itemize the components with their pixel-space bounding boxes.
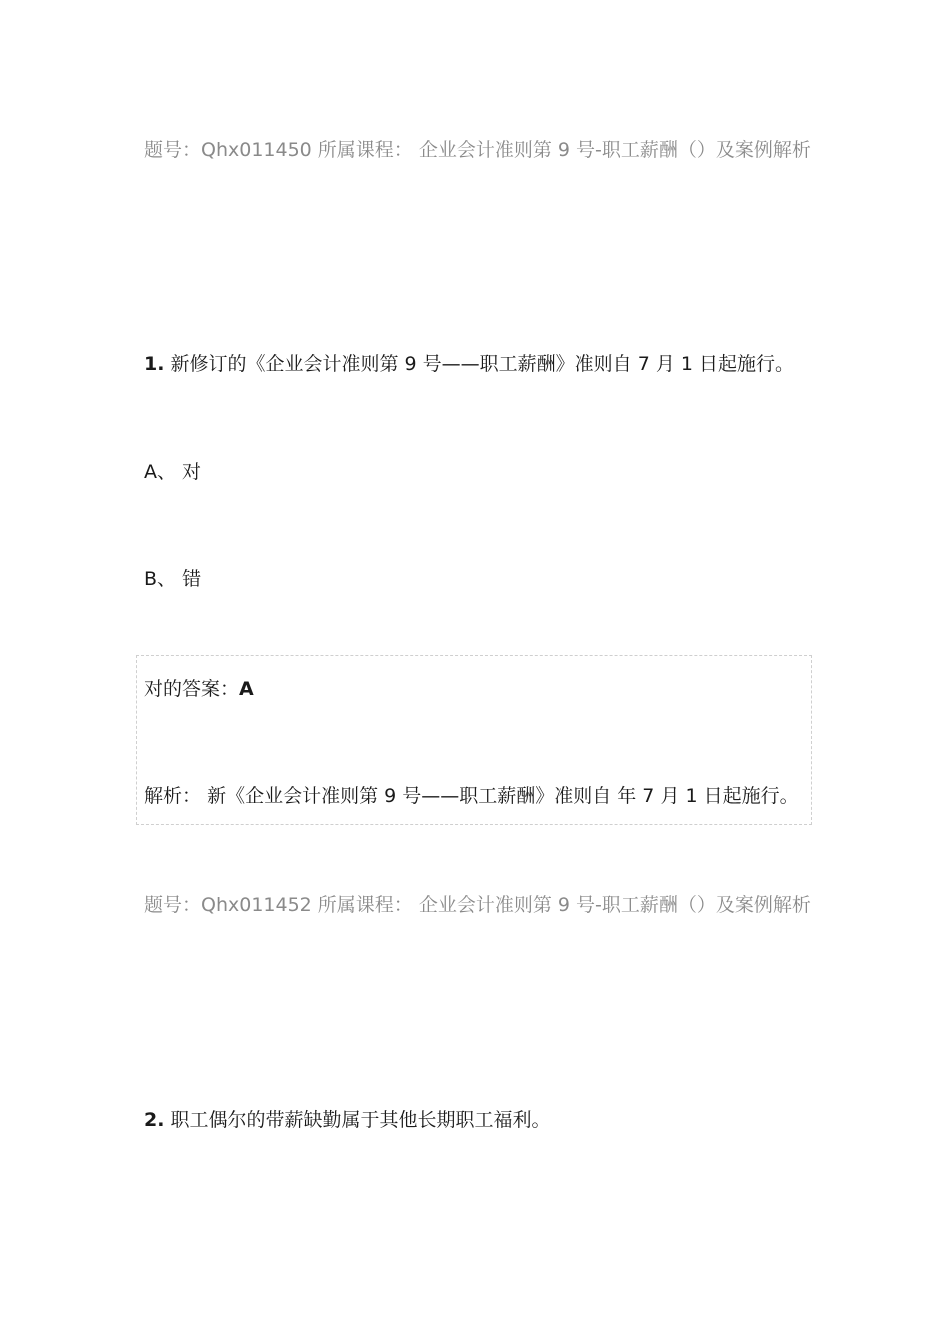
question-stem (144, 1107, 551, 1133)
question-meta: 题号：Qhx011452 所属课程： 企业会计准则第 9 号-职工薪酬（）及案例解析 (144, 894, 811, 916)
option-text: 错 (182, 568, 202, 590)
answer-value: A (239, 678, 254, 700)
analysis-label: 解析： (144, 785, 202, 807)
option-label: A、 (144, 461, 176, 483)
answer-label: 对的答案： (144, 678, 240, 700)
question-stem (144, 351, 794, 377)
question-number: 1. (144, 353, 165, 375)
question-text: 职工偶尔的带薪缺勤属于其他长期职工福利。 (170, 1109, 551, 1131)
question-number: 2. (144, 1109, 165, 1131)
question-text: 新修订的《企业会计准则第 9 号——职工薪酬》准则自 7 月 1 日起施行。 (170, 353, 795, 375)
option-text: 对 (182, 461, 202, 483)
question-meta: 题号：Qhx011450 所属课程： 企业会计准则第 9 号-职工薪酬（）及案例解析 (144, 139, 811, 161)
analysis (144, 783, 799, 809)
analysis-text: 新《企业会计准则第 9 号——职工薪酬》准则自 年 7 月 1 日起施行。 (207, 785, 799, 807)
option-a[interactable] (144, 459, 201, 485)
correct-answer (144, 676, 254, 702)
option-b[interactable] (144, 566, 201, 592)
option-label: B、 (144, 568, 177, 590)
